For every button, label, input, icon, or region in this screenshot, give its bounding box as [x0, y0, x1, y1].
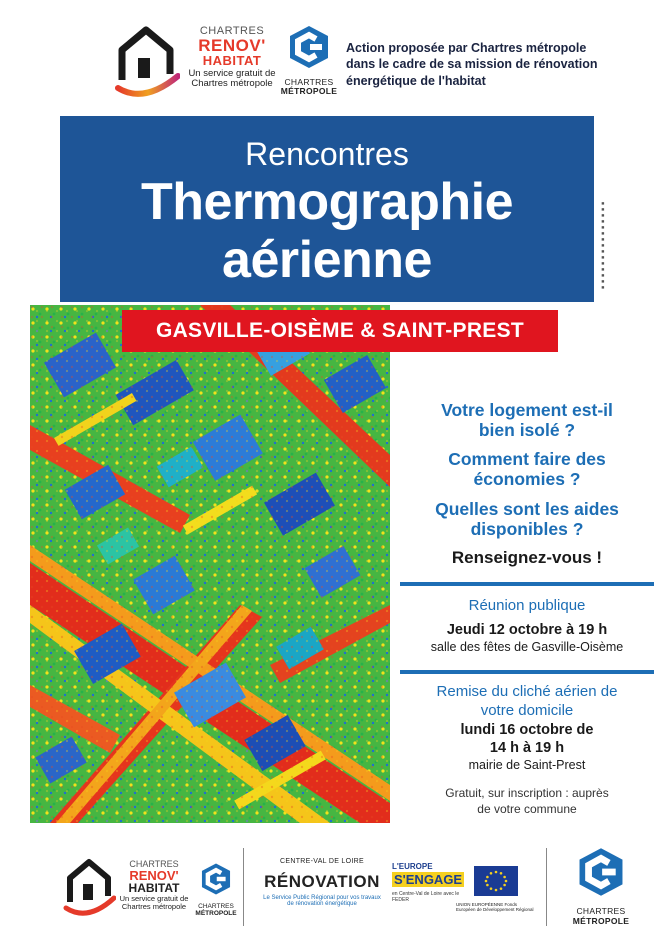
- footer-metropole-line2: MÉTROPOLE: [572, 916, 630, 926]
- footer-separator: [546, 848, 547, 926]
- divider-2: [400, 670, 654, 674]
- footer-renov-logo: [60, 854, 240, 924]
- event-2-date: lundi 16 octobre de 14 h à 19 h: [460, 721, 594, 756]
- centre-val-de-loire-renovation-logo: [262, 858, 382, 908]
- house-icon: [108, 22, 180, 100]
- footer-renov-tagline: Un service gratuit de Chartres métropole: [119, 894, 189, 911]
- location-banner: GASVILLE-OISÈME & SAINT-PREST: [122, 310, 558, 352]
- print-credit: ■■■■■■■■■■■■■■■: [600, 200, 606, 290]
- event-1-date: Jeudi 12 octobre à 19 h: [446, 621, 608, 638]
- registration-note: [400, 786, 654, 817]
- title-line2: aérienne: [222, 231, 432, 289]
- footer-metropole-small-line2: MÉTROPOLE: [195, 910, 237, 917]
- event-1-title: Réunion publique: [468, 597, 586, 614]
- house-icon: [60, 856, 116, 918]
- footer-metropole-logo: [566, 846, 636, 926]
- note-text: Gratuit, sur inscription : auprès de votre commune: [445, 786, 609, 816]
- event-photo-handover: [400, 683, 654, 773]
- event-2-title: Remise du cliché aérien de votre domicile: [436, 683, 618, 719]
- renov-line2: RENOV': [198, 36, 266, 55]
- crv-top: CENTRE-VAL DE LOIRE: [280, 858, 364, 865]
- eu-flag-icon: [474, 866, 518, 896]
- eu-line3: en Centre-Val de Loire avec le FEDER: [392, 891, 460, 903]
- eu-line2: S'ENGAGE: [394, 872, 463, 887]
- event-public-meeting: [400, 597, 654, 655]
- footer-metropole-small-line1: CHARTRES: [198, 903, 234, 910]
- thermal-map-graphic: [30, 305, 390, 823]
- title-pre: Rencontres: [245, 136, 409, 172]
- eu-caption: UNION EUROPÉENNE Fonds Européen de Développement Régional: [456, 902, 534, 913]
- questions-column: [400, 400, 654, 568]
- renov-line1: CHARTRES: [199, 25, 265, 37]
- header-statement: Action proposée par Chartres métropole dans le cadre de sa mission de rénovation énergétique de l'habitat: [346, 41, 598, 88]
- question-aid: Quelles sont les aides disponibles ?: [435, 498, 619, 539]
- footer-renov-line2: RENOV': [129, 868, 179, 883]
- footer-renov-line3: HABITAT: [128, 881, 180, 895]
- renov-line3: HABITAT: [202, 53, 262, 68]
- renov-habitat-logo: [108, 22, 278, 100]
- footer-metropole-line1: CHARTRES: [576, 906, 626, 916]
- metropole-hexagon-icon: [575, 846, 627, 898]
- footer-partners: [0, 840, 671, 951]
- question-savings: Comment faire des économies ?: [448, 449, 606, 490]
- event-2-place: mairie de Saint-Prest: [468, 757, 586, 772]
- question-insulation: Votre logement est-il bien isolé ?: [441, 400, 613, 441]
- crv-name: RÉNOVATION: [264, 871, 380, 891]
- crv-sub: Le Service Public Régional pour vos travaux de rénovation énergétique: [263, 894, 381, 908]
- event-1-place: salle des fêtes de Gasville-Oisème: [430, 639, 624, 654]
- divider-1: [400, 582, 654, 586]
- metropole-line1: CHARTRES: [284, 77, 334, 87]
- footer-renov-line1: CHARTRES: [129, 859, 179, 869]
- chartres-metropole-logo: [280, 24, 338, 100]
- title-line1: Thermographie: [141, 173, 513, 231]
- eu-line1: L'EUROPE: [392, 862, 433, 871]
- metropole-hexagon-icon: [199, 862, 233, 896]
- title-panel: [60, 116, 594, 302]
- renov-tagline: Un service gratuit de Chartres métropole: [188, 68, 276, 89]
- metropole-line2: MÉTROPOLE: [280, 85, 338, 96]
- metropole-hexagon-icon: [286, 24, 332, 70]
- call-to-action: Renseignez-vous !: [451, 547, 603, 567]
- footer-separator: [243, 848, 244, 926]
- thermal-aerial-image: [30, 305, 390, 823]
